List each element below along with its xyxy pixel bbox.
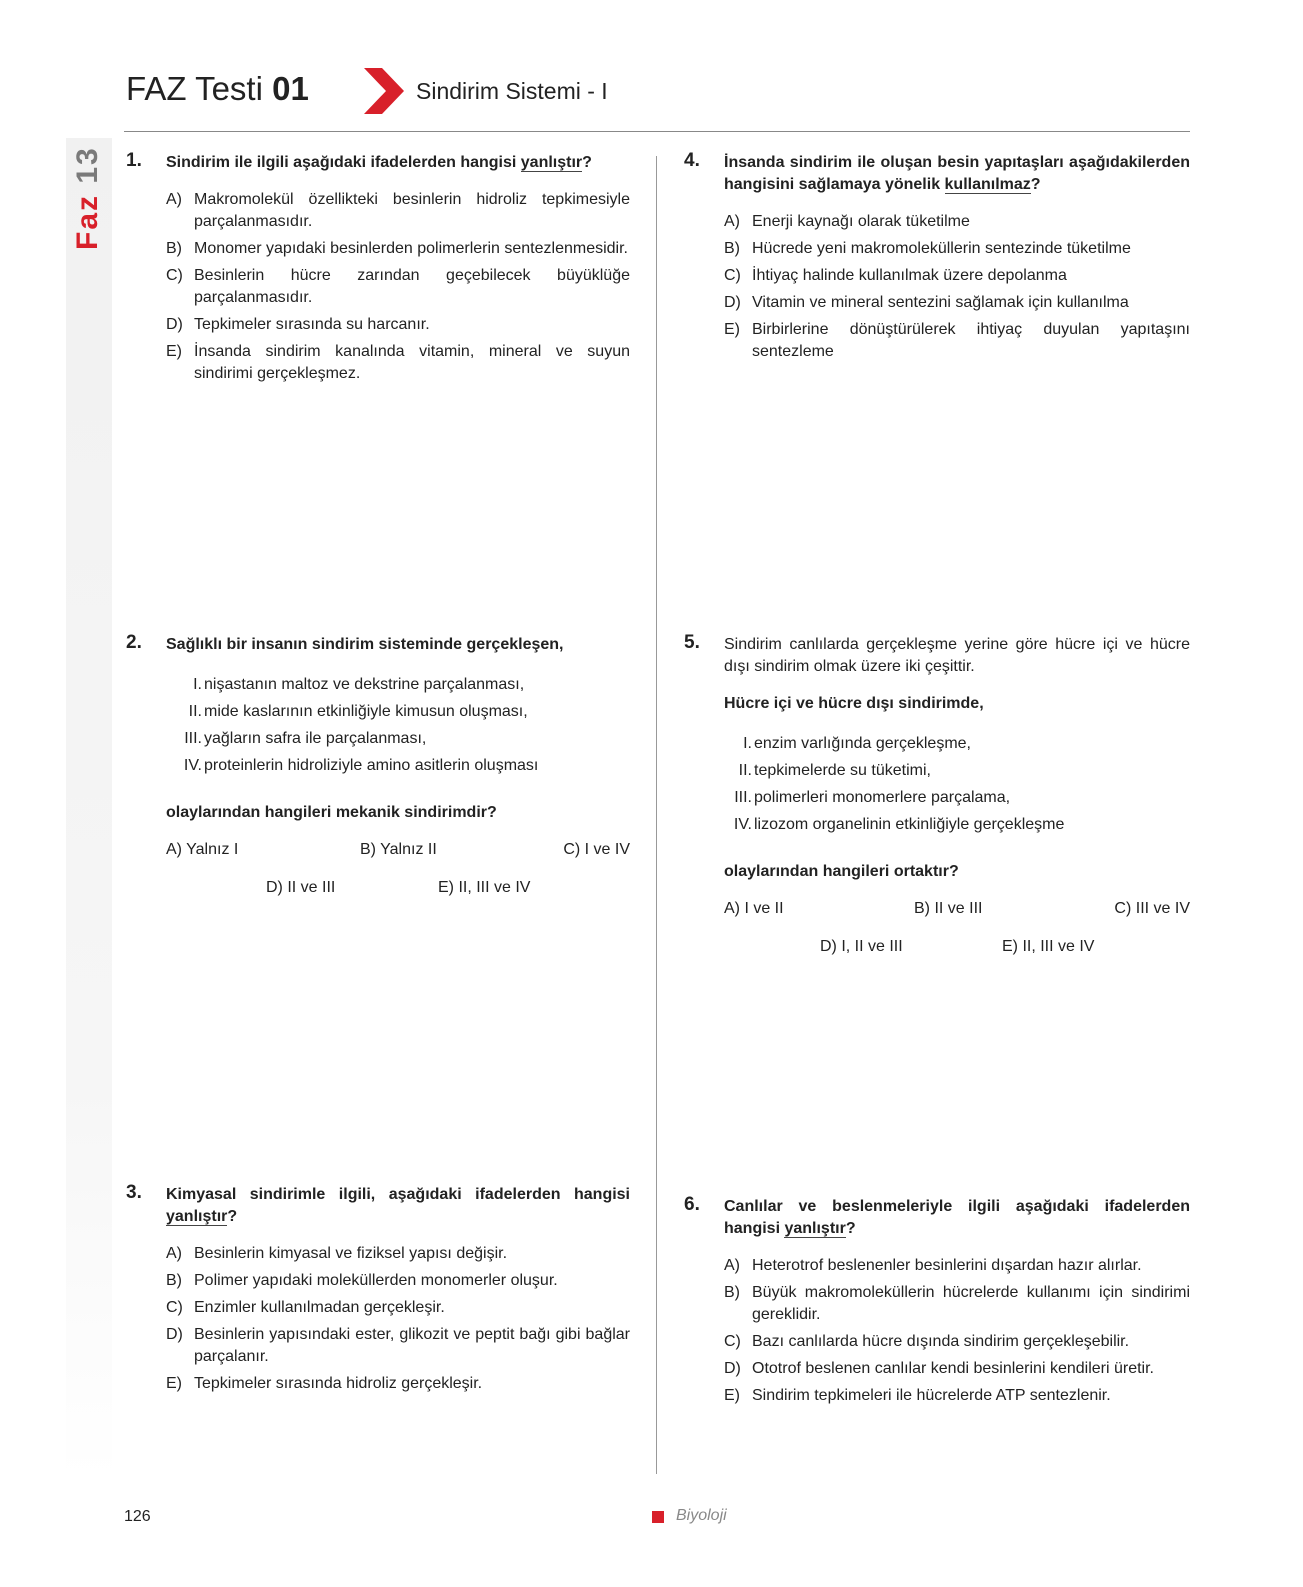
answer-c[interactable]: C) I ve IV [563, 841, 630, 858]
option-e[interactable]: E) Tepkimeler sırasında hidroliz gerçekleşir. [166, 1375, 483, 1392]
emphasis-word: yanlıştır [520, 154, 583, 171]
question-number: 4. [684, 150, 700, 171]
title-prefix: FAZ Testi [126, 70, 263, 107]
option-d[interactable]: D) Vitamin ve mineral sentezini sağlamak için kullanılma [724, 294, 1129, 311]
question-stem: Kimyasal sindirimle ilgili, aşağıdaki ifadelerden hangisi yanlıştır? [166, 1186, 630, 1225]
option-b[interactable]: B) Polimer yapıdaki moleküllerden monomerler oluşur. [166, 1272, 558, 1289]
faz-vertical-label [70, 146, 106, 250]
answer-e[interactable]: E) II, III ve IV [1002, 938, 1095, 955]
statement: IV. lizozom organelinin etkinliğiyle gerçekleşme [733, 816, 1065, 833]
footer-subject: Biyoloji [676, 1507, 727, 1524]
answer-e[interactable]: E) II, III ve IV [438, 879, 531, 896]
header-divider [124, 131, 1190, 132]
question-number: 5. [684, 632, 700, 653]
emphasis-word: yanlıştır [166, 1208, 228, 1225]
statement-list [728, 733, 1190, 841]
option-b[interactable]: B) Büyük makromoleküllerin hücrelerde kullanımı için sindirimi gereklidir. [724, 1284, 1190, 1323]
question-1 [126, 150, 630, 390]
answer-row [724, 936, 1190, 974]
statement: III. yağların safra ile parçalanması, [184, 730, 427, 747]
question-number: 3. [126, 1182, 142, 1203]
question-stem: Canlılar ve beslenmeleriyle ilgili aşağıdaki ifadelerden hangisi yanlıştır? [724, 1198, 1190, 1237]
faz-word: Faz [71, 193, 104, 250]
question-ask: olaylarından hangileri ortaktır? [724, 863, 959, 880]
answer-b[interactable]: B) Yalnız II [360, 841, 437, 858]
statement: I. nişastanın maltoz ve dekstrine parçalanması, [193, 676, 525, 693]
question-number: 6. [684, 1194, 700, 1215]
page-subject: Sindirim Sistemi - I [416, 78, 608, 104]
question-5 [684, 632, 1190, 974]
option-e[interactable]: E) İnsanda sindirim kanalında vitamin, mineral ve suyun sindirimi gerçekleşmez. [166, 343, 630, 382]
option-e[interactable]: E) Birbirlerine dönüştürülerek ihtiyaç duyulan yapıtaşını sentezleme [724, 321, 1190, 360]
answer-row [166, 839, 630, 877]
option-a[interactable]: A) Heterotrof beslenenler besinlerini dışardan hazır alırlar. [724, 1257, 1142, 1274]
statement: II. mide kaslarının etkinliğiyle kimusun oluşması, [188, 703, 528, 720]
question-stem: Sindirim ile ilgili aşağıdaki ifadelerden hangisi yanlıştır? [166, 154, 592, 171]
question-2 [126, 632, 630, 915]
option-a[interactable]: A) Enerji kaynağı olarak tüketilme [724, 213, 970, 230]
emphasis-word: yanlıştır [784, 1220, 846, 1237]
answer-a[interactable]: A) I ve II [724, 900, 784, 917]
question-3 [126, 1182, 630, 1400]
statement: I. enzim varlığında gerçekleşme, [743, 735, 971, 752]
option-c[interactable]: C) Bazı canlılarda hücre dışında sindirim gerçekleşebilir. [724, 1333, 1130, 1350]
answer-d[interactable]: D) II ve III [266, 879, 336, 896]
question-ask: olaylarından hangileri mekanik sindirimdir? [166, 804, 497, 821]
square-bullet-icon [652, 1511, 664, 1523]
question-stem: Hücre içi ve hücre dışı sindirimde, [724, 695, 984, 712]
answer-row [166, 877, 630, 915]
statement-list [178, 674, 630, 782]
question-4 [684, 150, 1190, 368]
option-c[interactable]: C) Besinlerin hücre zarından geçebilecek büyüklüğe parçalanmasıdır. [166, 267, 630, 306]
emphasis-word: kullanılmaz [944, 176, 1031, 193]
side-band [66, 138, 112, 1480]
statement: III. polimerleri monomerlere parçalama, [734, 789, 1011, 806]
option-c[interactable]: C) Enzimler kullanılmadan gerçekleşir. [166, 1299, 445, 1316]
option-a[interactable]: A) Makromolekül özellikteki besinlerin hidroliz tepkimesiyle parçalanmasıdır. [166, 191, 630, 230]
option-list [166, 189, 630, 385]
faz-number: 13 [71, 146, 104, 184]
question-stem: İnsanda sindirim ile oluşan besin yapıtaşları aşağıdakilerden hangisini sağlamaya yönelik kullanılmaz? [724, 154, 1190, 193]
option-d[interactable]: D) Tepkimeler sırasında su harcanır. [166, 316, 430, 333]
statement: II. tepkimelerde su tüketimi, [738, 762, 931, 779]
title-number: 01 [272, 70, 309, 107]
question-number: 1. [126, 150, 142, 171]
option-d[interactable]: D) Besinlerin yapısındaki ester, glikozit ve peptit bağı gibi bağlar parçalanır. [166, 1326, 630, 1365]
question-intro: Sindirim canlılarda gerçekleşme yerine göre hücre içi ve hücre dışı sindirim olmak üzere iki çeşittir. [724, 636, 1190, 675]
option-e[interactable]: E) Sindirim tepkimeleri ile hücrelerde ATP sentezlenir. [724, 1387, 1111, 1404]
answer-a[interactable]: A) Yalnız I [166, 841, 239, 858]
page-title [126, 70, 309, 108]
statement: IV. proteinlerin hidroliziyle amino asitlerin oluşması [183, 757, 539, 774]
question-stem: Sağlıklı bir insanın sindirim sisteminde gerçekleşen, [166, 636, 564, 653]
question-6 [684, 1194, 1190, 1412]
column-divider [656, 156, 657, 1474]
option-list [166, 1243, 630, 1395]
option-d[interactable]: D) Ototrof beslenen canlılar kendi besinlerini kendileri üretir. [724, 1360, 1154, 1377]
option-list [724, 211, 1190, 363]
answer-d[interactable]: D) I, II ve III [820, 938, 903, 955]
answer-c[interactable]: C) III ve IV [1114, 900, 1190, 917]
question-number: 2. [126, 632, 142, 653]
page-number: 126 [124, 1508, 151, 1525]
option-b[interactable]: B) Hücrede yeni makromoleküllerin sentezinde tüketilme [724, 240, 1131, 257]
option-a[interactable]: A) Besinlerin kimyasal ve fiziksel yapısı değişir. [166, 1245, 508, 1262]
chevron-right-icon [364, 68, 404, 114]
answer-b[interactable]: B) II ve III [914, 900, 983, 917]
option-list [724, 1255, 1190, 1407]
option-b[interactable]: B) Monomer yapıdaki besinlerden polimerlerin sentezlenmesidir. [166, 240, 628, 257]
answer-row [724, 898, 1190, 936]
option-c[interactable]: C) İhtiyaç halinde kullanılmak üzere depolanma [724, 267, 1067, 284]
